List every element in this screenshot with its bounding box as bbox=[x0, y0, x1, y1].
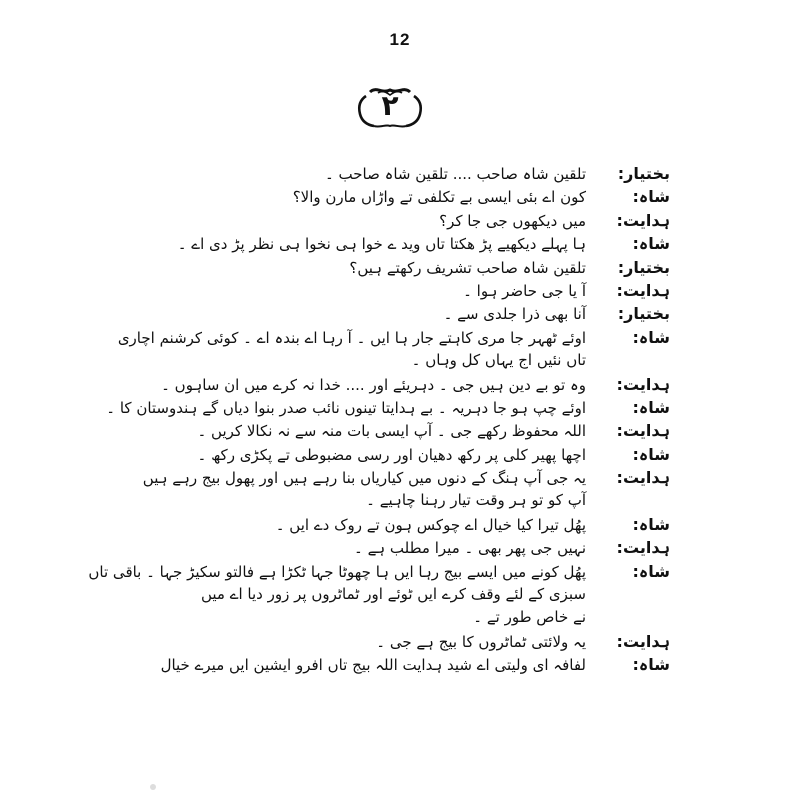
dialogue-line bbox=[150, 211, 670, 234]
dialogue-text: کون اے بئی ایسی بے تکلفی تے واڑاں مارن والا؟ bbox=[292, 188, 586, 207]
dialogue-text: تلقین شاہ صاحب .... تلقین شاہ صاحب ۔ bbox=[324, 165, 586, 183]
dialogue-text: نے خاص طور تے ۔ bbox=[473, 608, 586, 627]
dialogue-text: آنا بھی ذرا جلدی سے ۔ bbox=[443, 305, 586, 324]
speaker-name: ہدایت: bbox=[616, 421, 670, 441]
dialogue-line bbox=[142, 468, 670, 491]
dialogue-line bbox=[150, 258, 670, 281]
dialogue-line bbox=[150, 164, 670, 187]
speaker-name: ہدایت: bbox=[616, 374, 670, 394]
dialogue-text: تلقین شاہ صاحب تشریف رکھتے ہیں؟ bbox=[349, 258, 586, 277]
dialogue-text: اللہ محفوظ رکھے جی ۔ آپ ایسی بات منہ سے نہ نکالا کریں ۔ bbox=[197, 422, 586, 441]
speaker-name: بختیار: bbox=[617, 304, 670, 324]
dialogue-line bbox=[150, 234, 670, 257]
dialogue-body bbox=[88, 164, 670, 679]
dialogue-text: پھُل تیرا کیا خیال اے چوکس ہون تے روک دے ایں ۔ bbox=[275, 515, 586, 534]
speaker-name: بختیار: bbox=[617, 164, 670, 183]
dialogue-text: پھُل کونے میں ایسے بیج رہا ایں ہا چھوٹا جہا ٹکڑا ہے فالتو سکیڑ جہا ۔ باقی تاں bbox=[88, 562, 586, 581]
page-number: 12 bbox=[389, 30, 411, 49]
dialogue-text: تاں نئیں اج یہاں کل وہاں ۔ bbox=[411, 351, 586, 370]
dialogue-line bbox=[150, 445, 670, 468]
dialogue-line bbox=[150, 632, 670, 655]
speaker-name: ہدایت: bbox=[616, 210, 670, 230]
speaker-name: شاہ: bbox=[632, 187, 670, 207]
speaker-name: شاہ: bbox=[632, 234, 670, 254]
speaker-name: شاہ: bbox=[632, 514, 670, 534]
speaker-name: شاہ: bbox=[632, 327, 670, 347]
dialogue-text: وہ تو بے دین ہیں جی ۔ دہریئے اور .... خدا نہ کرے میں ان ساہوں ۔ bbox=[161, 375, 586, 394]
dialogue-line bbox=[117, 327, 670, 351]
dialogue-text: یہ جی آپ ہنگ کے دنوں میں کیاریاں بنا رہے ہیں اور پھول بیج رہے ہیں bbox=[142, 469, 586, 488]
dialogue-text: میں دیکھوں جی جا کر؟ bbox=[439, 211, 586, 230]
dialogue-text: آ یا جی حاضر ہوا ۔ bbox=[463, 281, 586, 300]
dialogue-line bbox=[106, 397, 670, 421]
dialogue-line bbox=[150, 538, 670, 561]
speaker-name: ہدایت: bbox=[616, 538, 670, 558]
page-smudge bbox=[150, 784, 156, 790]
dialogue-line bbox=[150, 608, 670, 631]
speaker-name: شاہ: bbox=[632, 397, 670, 417]
chapter-numeral: ۲ bbox=[381, 89, 399, 122]
dialogue-text: لفافہ ای ولیتی اے شید ہدایت اللہ بیج تاں افرو ایشین ایں میرے خیال bbox=[160, 656, 586, 675]
dialogue-line bbox=[150, 187, 670, 210]
speaker-name: بختیار: bbox=[617, 257, 670, 277]
chapter-emblem bbox=[352, 84, 428, 130]
dialogue-text: ہا پہلے دیکھیے پڑ ھکتا تاں وید ے خوا ہی نخوا ہی نظر پڑ دی اے ۔ bbox=[177, 235, 586, 254]
dialogue-line bbox=[88, 561, 670, 585]
speaker-name: ہدایت: bbox=[616, 280, 670, 300]
dialogue-text: نہیں جی پھر بھی ۔ میرا مطلب ہے ۔ bbox=[354, 539, 586, 558]
dialogue-text: اوئے چپ ہو جا دہریہ ۔ بے ہدایتا تینوں نائب صدر بنوا دیاں گے ہندوستان کا ۔ bbox=[106, 398, 586, 417]
dialogue-text: آپ کو تو ہر وقت تیار رہنا چاہیے ۔ bbox=[366, 491, 586, 510]
dialogue-text: سبزی کے لئے وقف کرے ایں ٹوئے اور ٹماٹروں پر زور دیا اے میں bbox=[200, 585, 586, 604]
dialogue-line bbox=[150, 585, 670, 608]
dialogue-text: یہ ولائتی ٹماٹروں کا بیج ہے جی ۔ bbox=[376, 632, 586, 651]
speaker-name: شاہ: bbox=[632, 561, 670, 581]
dialogue-text: اوئے ٹھہر جا مری کاہتے جار ہا ایں ۔ آ رہا اے بندہ اے ۔ کوئی کرشنم اچاری bbox=[117, 328, 586, 347]
speaker-name: شاہ: bbox=[632, 444, 670, 464]
dialogue-line bbox=[150, 655, 670, 678]
speaker-name: شاہ: bbox=[632, 655, 670, 675]
dialogue-line bbox=[150, 351, 670, 374]
speaker-name: ہدایت: bbox=[616, 631, 670, 651]
dialogue-line bbox=[150, 281, 670, 304]
dialogue-line bbox=[150, 375, 670, 398]
dialogue-line bbox=[150, 304, 670, 327]
dialogue-line bbox=[150, 421, 670, 444]
dialogue-line bbox=[150, 491, 670, 514]
dialogue-text: اچھا پھیر کلی پر رکھ دھیان اور رسی مضبوطی تے پکڑی رکھ ۔ bbox=[197, 445, 586, 464]
dialogue-line bbox=[150, 515, 670, 538]
speaker-name: ہدایت: bbox=[616, 468, 670, 488]
